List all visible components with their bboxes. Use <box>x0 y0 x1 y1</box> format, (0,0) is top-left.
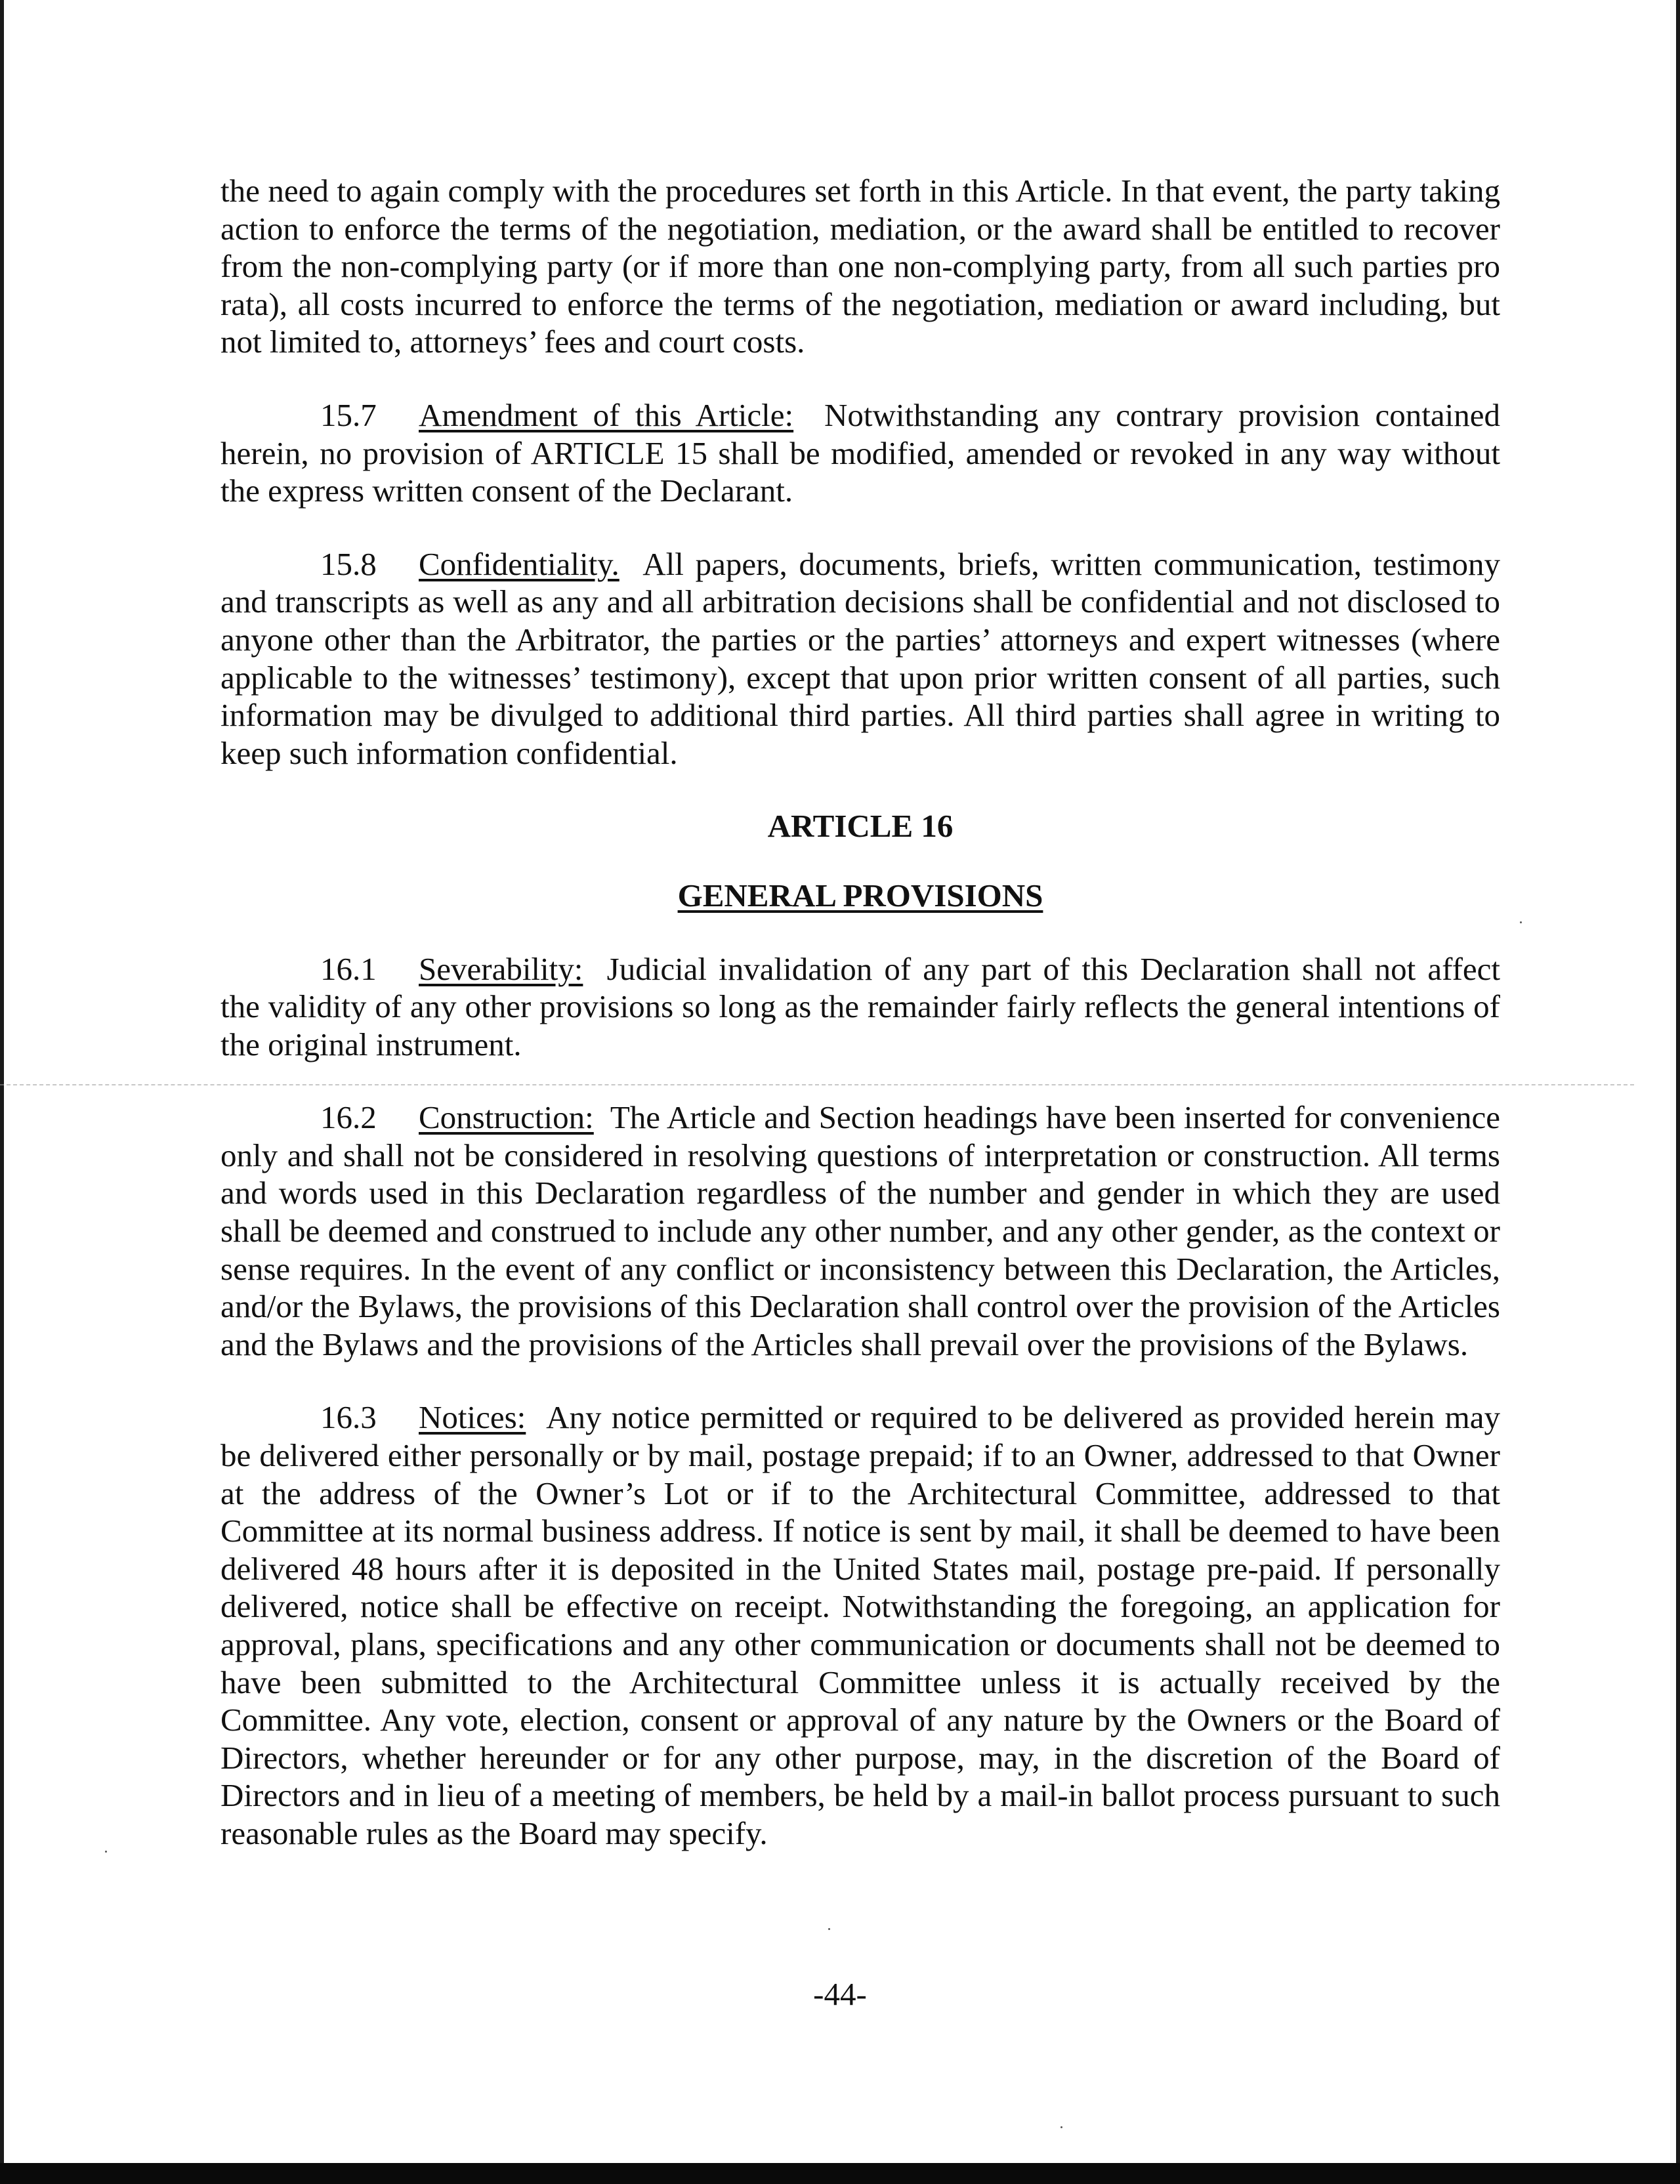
section-body: Notwithstanding any contrary provision contained herein, no provision of ARTICLE 15 shall be modified, amended or revoked in any way without the express written consent of the Declarant. <box>220 396 1500 509</box>
scan-speck <box>828 1928 830 1930</box>
scan-border-bottom <box>0 2163 1680 2184</box>
scan-speck <box>1520 921 1522 923</box>
section-16-3 <box>220 1398 1500 1852</box>
section-16-1 <box>220 950 1500 1064</box>
section-body: Any notice permitted or required to be delivered as provided herein may be delivered either personally or by mail, postage prepaid; if to an Owner, addressed to that Owner at the address of the Owner’s Lot or if to the Architectural Committee, addressed to that Committee at its normal business address. If notice is sent by mail, it shall be deemed to have been delivered 48 hours after it is deposited in the United States mail, postage pre-paid. If personally delivered, notice shall be effective on receipt. Notwithstanding the foregoing, an application for approval, plans, specifications and any other communication or documents shall not be deemed to have been submitted to the Architectural Committee unless it is actually received by the Committee. Any vote, election, consent or approval of any nature by the Owners or the Board of Directors, whether hereunder or for any other purpose, may, in the discretion of the Board of Directors and in lieu of a meeting of members, be held by a mail-in ballot process pursuant to such reasonable rules as the Board may specify. <box>220 1399 1501 1851</box>
section-heading: Severability: <box>419 950 583 987</box>
scan-speck <box>105 1851 107 1853</box>
scan-border-right <box>1676 0 1680 2184</box>
section-number: 16.1 <box>320 950 377 987</box>
article-title: ARTICLE 16 <box>767 808 954 845</box>
section-body: The Article and Section headings have been inserted for convenience only and shall not be considered in resolving questions of interpretation or construction. All terms and words used in this Declaration regardless of the number and gender in which they are used shall be deemed and construed to include any other number, and any other gender, as the context or sense requires. In the event of any conflict or inconsistency between this Declaration, the Articles, and/or the Bylaws, the provisions of this Declaration shall control over the provision of the Articles and the Bylaws and the provisions of the Articles shall prevail over the provisions of the Bylaws. <box>220 1099 1501 1362</box>
section-number: 16.2 <box>320 1099 377 1136</box>
section-body: All papers, documents, briefs, written communication, testimony and transcripts as well as any and all arbitration decisions shall be confidential and not disclosed to anyone other than the Arbitrator, the parties or the parties’ attorneys and expert witnesses (where applicable to the witnesses’ testimony), except that upon prior written consent of all parties, such information may be divulged to additional third parties. All third parties shall agree in writing to keep such information confidential. <box>220 545 1500 771</box>
article-subtitle: GENERAL PROVISIONS <box>677 877 1043 914</box>
scan-border-left <box>0 0 4 2184</box>
section-heading: Confidentiality. <box>419 545 620 582</box>
page-number: -44- <box>813 1976 867 2012</box>
scan-speck <box>1060 2126 1062 2128</box>
section-heading: Notices: <box>419 1399 526 1436</box>
continuation-paragraph <box>220 172 1500 361</box>
document-body <box>220 172 1500 1888</box>
section-16-2 <box>220 1099 1500 1363</box>
section-15-7 <box>220 396 1500 510</box>
section-body: Judicial invalidation of any part of this Declaration shall not affect the validity of any other provisions so long as the remainder fairly reflects the general intentions of the original instrument. <box>220 950 1501 1062</box>
section-heading: Construction: <box>419 1099 594 1136</box>
section-15-8 <box>220 545 1500 772</box>
section-heading: Amendment of this Article: <box>419 396 794 433</box>
section-number: 15.7 <box>320 396 377 433</box>
section-number: 15.8 <box>320 545 377 582</box>
section-number: 16.3 <box>320 1399 377 1436</box>
continuation-text: the need to again comply with the procedures set forth in this Article. In that event, the party taking action to enforce the terms of the negotiation, mediation, or the award shall be entitled to recover from the non-complying party (or if more than one non-complying party, from all such parties pro rata), all costs incurred to enforce the terms of the negotiation, mediation or award including, but not limited to, attorneys’ fees and court costs. <box>220 173 1500 360</box>
